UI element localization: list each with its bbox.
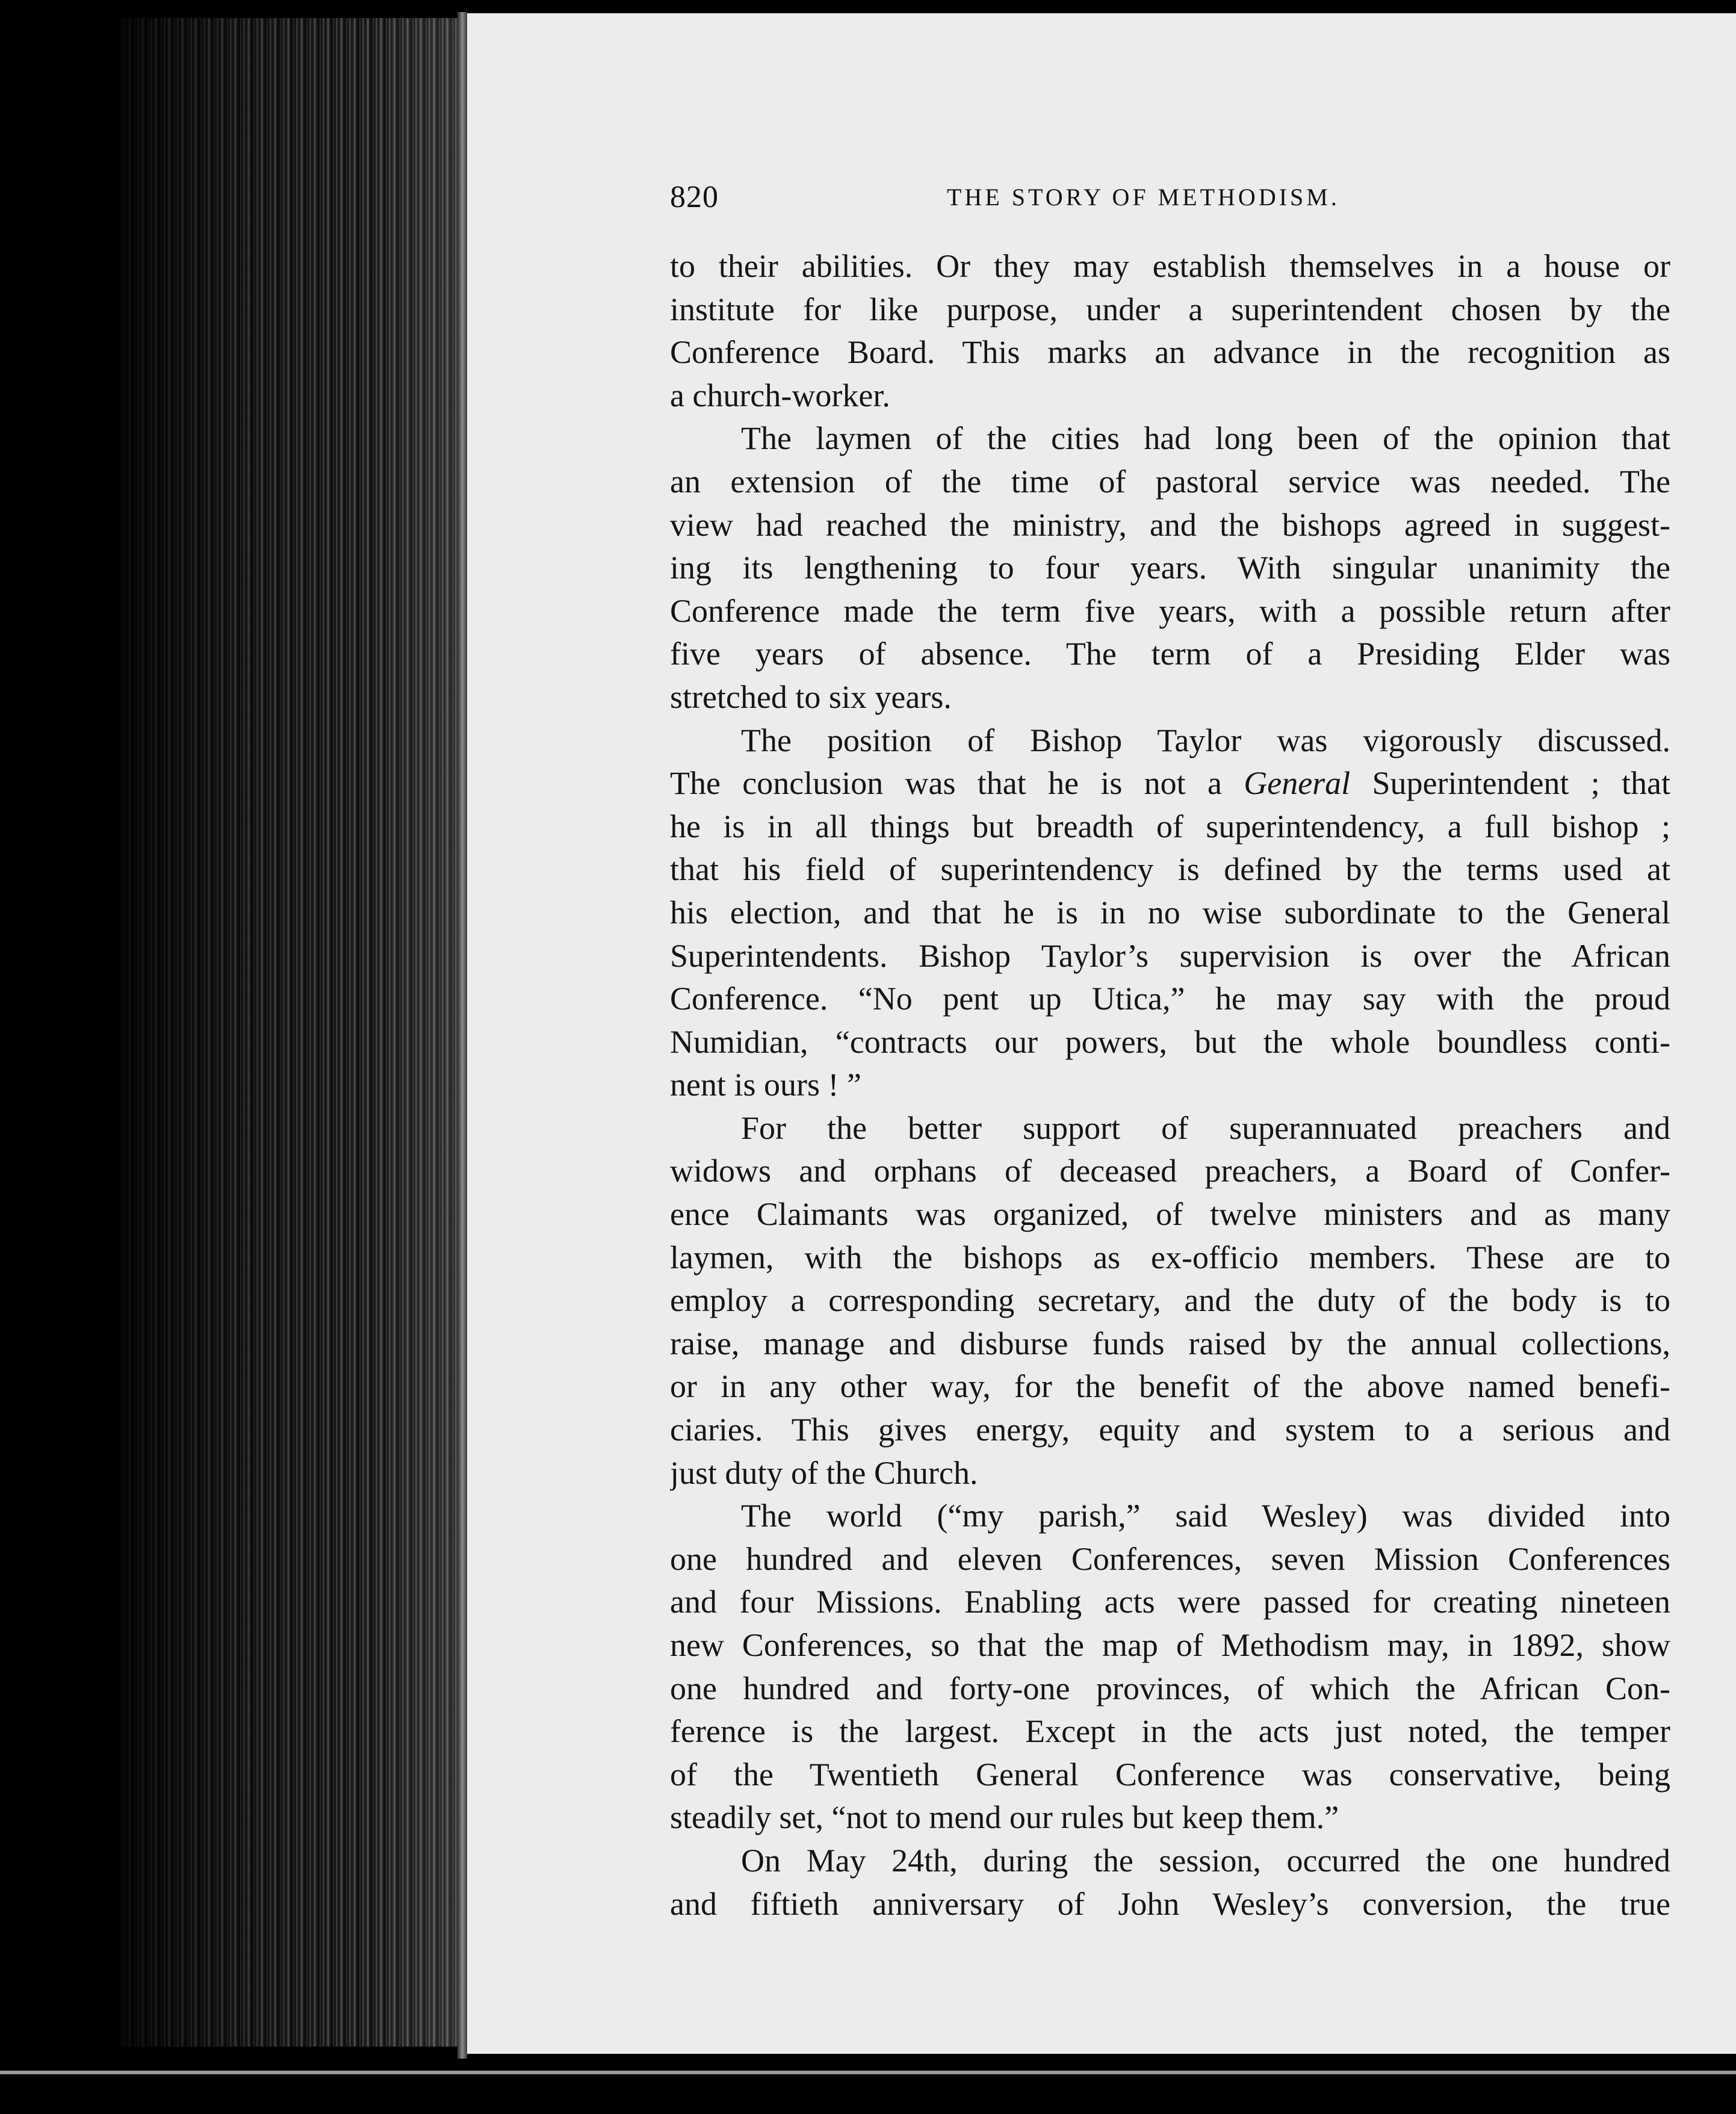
text-line: ference is the largest. Except in the acts just noted, the temper <box>670 1713 1670 1750</box>
text-line: The laymen of the cities had long been of the opinion that <box>741 420 1670 457</box>
text-line: of the Twentieth General Conference was conservative, being <box>670 1756 1670 1793</box>
text-line: five years of absence. The term of a Presiding Elder was <box>670 636 1670 672</box>
text-line: steadily set, “not to mend our rules but keep them.” <box>670 1799 1339 1836</box>
text-line: employ a corresponding secretary, and the duty of the body is to <box>670 1282 1670 1319</box>
text-line: ence Claimants was organized, of twelve ministers and as many <box>670 1196 1670 1233</box>
text-line: For the better support of superannuated preachers and <box>741 1109 1670 1146</box>
text-line: The world (“my parish,” said Wesley) was divided into <box>741 1498 1670 1534</box>
text-line: that his field of superintendency is defined by the terms used at <box>670 851 1670 888</box>
text-line: one hundred and eleven Conferences, seven Mission Conferences <box>670 1540 1670 1577</box>
italic-word: General <box>1244 765 1351 802</box>
text-line: his election, and that he is in no wise subordinate to the General <box>670 894 1670 931</box>
text-line: an extension of the time of pastoral service was needed. The <box>670 463 1670 500</box>
text-line: raise, manage and disburse funds raised by the annual collections, <box>670 1325 1670 1362</box>
scan-bottom-border <box>0 2071 1736 2074</box>
text-line: laymen, with the bishops as ex-officio members. These are to <box>670 1239 1670 1276</box>
text-line: nent is ours ! ” <box>670 1067 861 1103</box>
text-line: Conference. “No pent up Utica,” he may say with the proud <box>670 981 1670 1017</box>
page-edge <box>457 12 467 2059</box>
text-line: Conference made the term five years, with a possible return after <box>670 592 1670 629</box>
text-line: he is in all things but breadth of superintendency, a full bishop ; <box>670 808 1670 845</box>
text-line: ing its lengthening to four years. With singular unanimity the <box>670 550 1670 586</box>
text-line: institute for like purpose, under a superintendent chosen by the <box>670 291 1670 327</box>
text-line: and fiftieth anniversary of John Wesley’s conversion, the true <box>670 1885 1670 1922</box>
text-line: just duty of the Church. <box>670 1454 978 1491</box>
text-line-end: Superintendent ; that <box>1350 765 1670 802</box>
text-line: new Conferences, so that the map of Methodism may, in 1892, show <box>670 1627 1670 1663</box>
text-line: Conference Board. This marks an advance in the recognition as <box>670 334 1670 371</box>
text-line: Superintendents. Bishop Taylor’s supervision is over the African <box>670 937 1670 974</box>
running-head: THE STORY OF METHODISM. <box>947 184 1340 211</box>
page-header <box>670 179 1670 215</box>
text-line-with-italic <box>670 762 1670 805</box>
text-line-start: The conclusion was that he is not a <box>670 765 1244 802</box>
text-line: one hundred and forty-one provinces, of which the African Con- <box>670 1670 1670 1706</box>
body-text <box>670 245 1670 1926</box>
text-line: stretched to six years. <box>670 678 952 715</box>
page-number: 820 <box>670 180 719 214</box>
text-line: Numidian, “contracts our powers, but the whole boundless conti- <box>670 1023 1670 1060</box>
text-line: ciaries. This gives energy, equity and system to a serious and <box>670 1412 1670 1448</box>
fore-edge-shadow <box>120 18 476 2047</box>
text-line: or in any other way, for the benefit of the above named benefi- <box>670 1368 1670 1405</box>
text-line: and four Missions. Enabling acts were passed for creating nineteen <box>670 1584 1670 1620</box>
text-line: view had reached the ministry, and the bishops agreed in suggest- <box>670 506 1670 543</box>
text-line: a church-worker. <box>670 377 890 414</box>
text-line: The position of Bishop Taylor was vigorously discussed. <box>741 722 1670 758</box>
text-line: to their abilities. Or they may establish themselves in a house or <box>670 248 1670 284</box>
text-line: On May 24th, during the session, occurred the one hundred <box>741 1842 1670 1879</box>
text-line: widows and orphans of deceased preachers, a Board of Confer- <box>670 1153 1670 1189</box>
